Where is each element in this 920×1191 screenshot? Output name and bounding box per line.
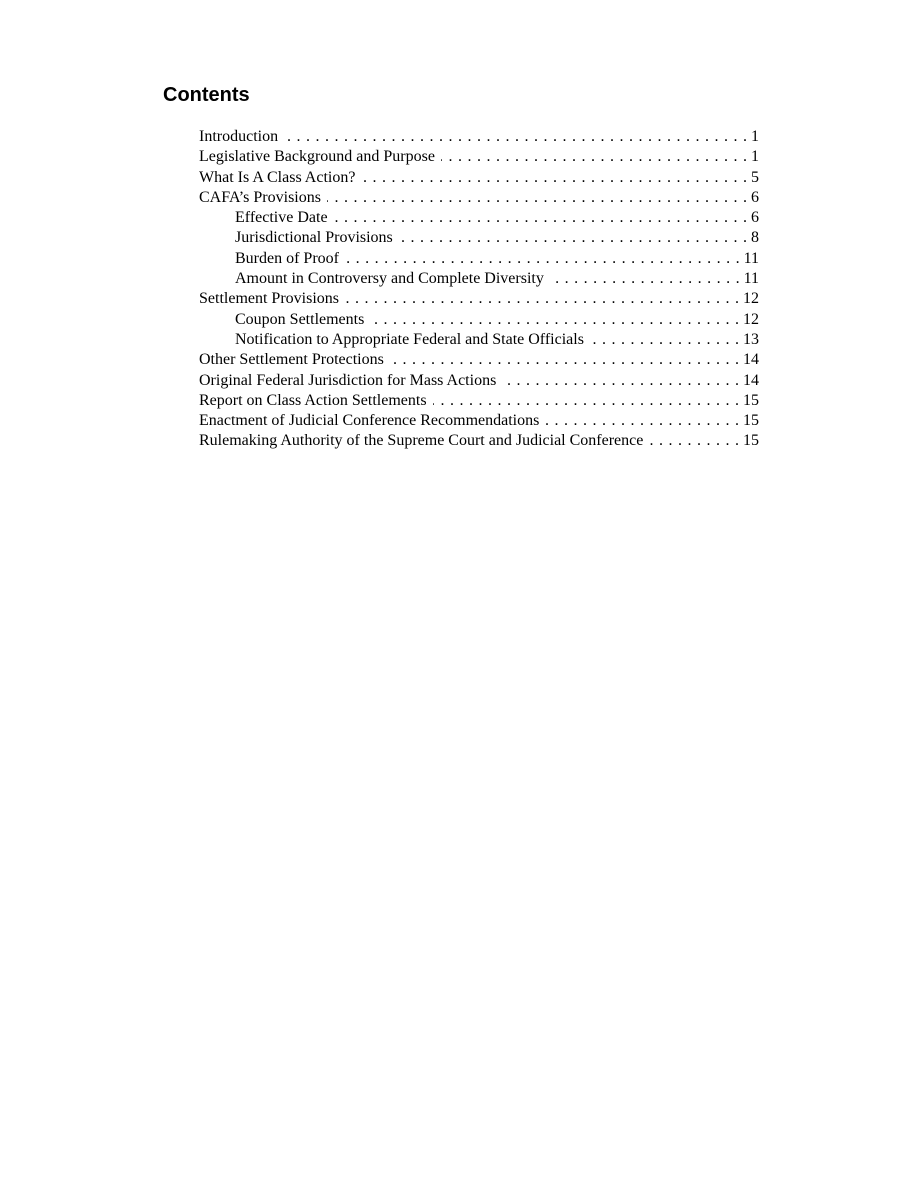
toc-entry-settlement-provisions[interactable] (199, 289, 759, 309)
toc-entry-introduction[interactable] (199, 127, 759, 147)
dot-leader (545, 411, 739, 431)
toc-entry-title: Report on Class Action Settlements (199, 391, 427, 409)
toc-entry-title: Introduction (199, 128, 279, 145)
toc-entry-page: 14 (743, 371, 759, 389)
toc-entry-burden-of-proof[interactable] (199, 249, 759, 269)
toc-entry-page: 8 (751, 229, 759, 247)
toc-entry-report-on-settlements[interactable] (199, 391, 759, 411)
toc-entry-title: Amount in Controversy and Complete Diversity (235, 270, 544, 288)
dot-leader (370, 310, 739, 330)
toc-entry-title: What Is A Class Action? (199, 168, 356, 186)
toc-entry-jurisdictional-provisions[interactable] (199, 228, 759, 248)
toc-entry-other-settlement-protections[interactable] (199, 350, 759, 370)
dot-leader (334, 208, 747, 228)
dot-leader (590, 330, 739, 350)
toc-entry-title: Coupon Settlements (235, 310, 365, 328)
toc-entry-page: 6 (751, 209, 759, 227)
toc-entry-page: 11 (743, 270, 759, 288)
toc-list (199, 127, 759, 452)
toc-entry-page: 1 (751, 128, 759, 145)
dot-leader (399, 228, 747, 248)
toc-entry-effective-date[interactable] (199, 208, 759, 228)
toc-heading: Contents (163, 84, 250, 106)
toc-entry-coupon-settlements[interactable] (199, 310, 759, 330)
dot-leader (441, 147, 747, 167)
toc-entry-title: Other Settlement Protections (199, 351, 384, 369)
toc-entry-title: Enactment of Judicial Conference Recommendations (199, 412, 540, 430)
toc-entry-cafa-provisions[interactable] (199, 188, 759, 208)
dot-leader (550, 269, 740, 289)
dot-leader (327, 188, 747, 208)
toc-entry-title: Rulemaking Authority of the Supreme Court and Judicial Conference (199, 432, 644, 450)
toc-entry-page: 15 (743, 391, 759, 409)
toc-entry-title: Settlement Provisions (199, 290, 339, 308)
toc-entry-title: CAFA’s Provisions (199, 188, 321, 206)
toc-entry-judicial-conference-recommendations[interactable] (199, 411, 759, 431)
toc-entry-notification-officials[interactable] (199, 330, 759, 350)
toc-entry-page: 15 (743, 432, 759, 450)
toc-entry-page: 1 (751, 148, 759, 166)
toc-entry-what-is-class-action[interactable] (199, 168, 759, 188)
toc-entry-page: 15 (743, 412, 759, 430)
dot-leader (361, 168, 747, 188)
dot-leader (649, 431, 739, 451)
toc-entry-rulemaking-authority[interactable] (199, 431, 759, 451)
toc-entry-mass-actions[interactable] (199, 371, 759, 391)
dot-leader (284, 127, 747, 147)
dot-leader (345, 249, 740, 269)
toc-entry-title: Legislative Background and Purpose (199, 148, 435, 166)
toc-entry-page: 5 (751, 168, 759, 186)
toc-entry-amount-in-controversy[interactable] (199, 269, 759, 289)
toc-entry-page: 13 (743, 330, 759, 348)
toc-entry-title: Effective Date (235, 209, 328, 227)
dot-leader (502, 371, 739, 391)
toc-entry-page: 12 (743, 290, 759, 308)
toc-entry-title: Original Federal Jurisdiction for Mass Actions (199, 371, 497, 389)
toc-entry-page: 6 (751, 188, 759, 206)
toc-entry-title: Notification to Appropriate Federal and State Officials (235, 330, 584, 348)
dot-leader (433, 391, 739, 411)
dot-leader (390, 350, 739, 370)
toc-entry-page: 12 (743, 310, 759, 328)
toc-entry-title: Burden of Proof (235, 249, 339, 267)
dot-leader (345, 289, 739, 309)
toc-entry-page: 11 (743, 249, 759, 267)
toc-entry-title: Jurisdictional Provisions (235, 229, 393, 247)
toc-entry-page: 14 (743, 351, 759, 369)
toc-entry-legislative-background[interactable] (199, 147, 759, 167)
